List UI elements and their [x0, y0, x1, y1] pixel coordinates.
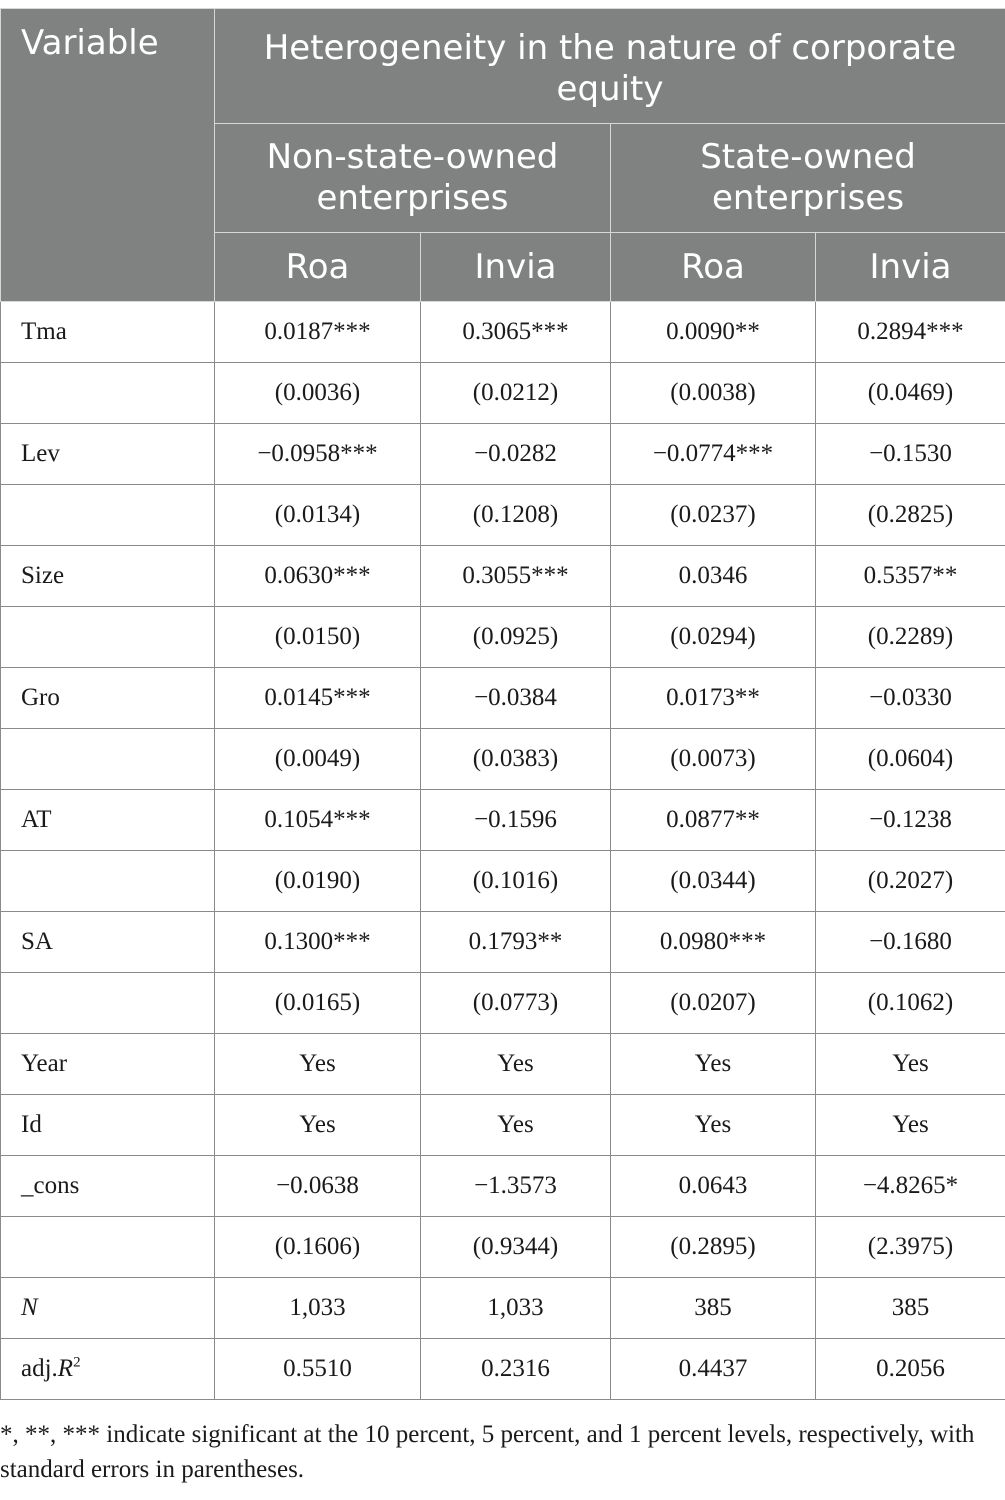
row-label: N — [1, 1278, 215, 1339]
table-cell: (0.0383) — [421, 729, 611, 790]
row-label: SA — [1, 912, 215, 973]
table-row — [1, 607, 1005, 668]
table-cell: 0.5357** — [816, 546, 1005, 607]
table-cell: (0.2825) — [816, 485, 1005, 546]
table-row — [1, 1156, 1005, 1217]
row-label — [1, 1217, 215, 1278]
table-row — [1, 546, 1005, 607]
table-cell: (0.0073) — [611, 729, 816, 790]
table-header — [1, 9, 1005, 302]
table-row — [1, 729, 1005, 790]
table-cell: (0.0604) — [816, 729, 1005, 790]
row-label: Id — [1, 1095, 215, 1156]
row-label — [1, 729, 215, 790]
table-cell: (0.0165) — [215, 973, 421, 1034]
table-row — [1, 424, 1005, 485]
table-cell: (0.9344) — [421, 1217, 611, 1278]
row-label: Gro — [1, 668, 215, 729]
subgroup-state-owned: State-owned enterprises — [611, 124, 1005, 233]
table-cell: 385 — [816, 1278, 1005, 1339]
table-cell: 0.0173** — [611, 668, 816, 729]
table-cell: (0.0049) — [215, 729, 421, 790]
table-cell: Yes — [215, 1034, 421, 1095]
table-cell: −4.8265* — [816, 1156, 1005, 1217]
row-label: _cons — [1, 1156, 215, 1217]
table-cell: (0.0294) — [611, 607, 816, 668]
table-cell: (0.1062) — [816, 973, 1005, 1034]
column-header: Invia — [421, 233, 611, 302]
table-row — [1, 973, 1005, 1034]
row-label: Lev — [1, 424, 215, 485]
table-cell: (0.0134) — [215, 485, 421, 546]
table-cell: 1,033 — [421, 1278, 611, 1339]
table-cell: 0.0877** — [611, 790, 816, 851]
table-cell: −0.0330 — [816, 668, 1005, 729]
row-label — [1, 973, 215, 1034]
table-cell: 1,033 — [215, 1278, 421, 1339]
row-label: Year — [1, 1034, 215, 1095]
table-row — [1, 1095, 1005, 1156]
table-row — [1, 485, 1005, 546]
table-cell: 0.0187*** — [215, 302, 421, 363]
row-label: Size — [1, 546, 215, 607]
table-cell: (0.0036) — [215, 363, 421, 424]
table-row — [1, 912, 1005, 973]
table-cell: 0.0090** — [611, 302, 816, 363]
table-cell: 0.3055*** — [421, 546, 611, 607]
table-row — [1, 1278, 1005, 1339]
table-cell: (0.0212) — [421, 363, 611, 424]
table-cell: (0.2289) — [816, 607, 1005, 668]
subgroup-non-state-owned: Non-state-owned enterprises — [215, 124, 611, 233]
table-cell: Yes — [215, 1095, 421, 1156]
table-cell: (0.2027) — [816, 851, 1005, 912]
table-cell: 0.0980*** — [611, 912, 816, 973]
row-label — [1, 363, 215, 424]
table-cell: 0.0643 — [611, 1156, 816, 1217]
row-label — [1, 485, 215, 546]
table-cell: 0.2316 — [421, 1339, 611, 1400]
table-cell: −0.0774*** — [611, 424, 816, 485]
table-cell: 0.2056 — [816, 1339, 1005, 1400]
table-cell: −0.0638 — [215, 1156, 421, 1217]
table-cell: 0.1054*** — [215, 790, 421, 851]
table-cell: (0.0925) — [421, 607, 611, 668]
row-label: $adj.R^2$ — [1, 1339, 215, 1400]
table-row — [1, 302, 1005, 363]
table-cell: (0.1016) — [421, 851, 611, 912]
table-cell: −0.1680 — [816, 912, 1005, 973]
table-cell: 0.0145*** — [215, 668, 421, 729]
table-cell: (0.0469) — [816, 363, 1005, 424]
column-header: Invia — [816, 233, 1005, 302]
table-cell: Yes — [611, 1034, 816, 1095]
table-cell: 0.1793** — [421, 912, 611, 973]
table-cell: −0.1238 — [816, 790, 1005, 851]
table-cell: Yes — [611, 1095, 816, 1156]
table-body — [1, 302, 1005, 1400]
table-cell: (0.0207) — [611, 973, 816, 1034]
table-cell: (0.2895) — [611, 1217, 816, 1278]
table-cell: −0.0282 — [421, 424, 611, 485]
table-note: *, **, *** indicate significant at the 10 percent, 5 percent, and 1 percent levels, respectively, with standard errors in parentheses. — [0, 1421, 975, 1483]
table-cell: −0.1596 — [421, 790, 611, 851]
row-label: AT — [1, 790, 215, 851]
table-cell: (0.0237) — [611, 485, 816, 546]
table-cell: Yes — [816, 1034, 1005, 1095]
table-cell: Yes — [816, 1095, 1005, 1156]
table-cell: 0.4437 — [611, 1339, 816, 1400]
table-cell: −0.0384 — [421, 668, 611, 729]
table-cell: −1.3573 — [421, 1156, 611, 1217]
table-cell: 0.5510 — [215, 1339, 421, 1400]
table-cell: 385 — [611, 1278, 816, 1339]
table-cell: −0.1530 — [816, 424, 1005, 485]
table-cell: (0.0150) — [215, 607, 421, 668]
variable-header: Variable — [1, 9, 215, 302]
regression-table — [0, 8, 1005, 1400]
table-row — [1, 851, 1005, 912]
table-row — [1, 790, 1005, 851]
table-cell: (0.0344) — [611, 851, 816, 912]
table-cell: Yes — [421, 1095, 611, 1156]
table-cell: 0.3065*** — [421, 302, 611, 363]
table-row — [1, 668, 1005, 729]
table-row — [1, 1339, 1005, 1400]
table-row — [1, 1034, 1005, 1095]
table-cell: 0.0630*** — [215, 546, 421, 607]
group-title: Heterogeneity in the nature of corporate equity — [215, 9, 1005, 124]
table-cell: 0.1300*** — [215, 912, 421, 973]
table-cell: (0.1208) — [421, 485, 611, 546]
table-cell: (0.0773) — [421, 973, 611, 1034]
table-row — [1, 1217, 1005, 1278]
column-header: Roa — [215, 233, 421, 302]
table-cell: 0.2894*** — [816, 302, 1005, 363]
table-cell: Yes — [421, 1034, 611, 1095]
column-header: Roa — [611, 233, 816, 302]
table-cell: (0.1606) — [215, 1217, 421, 1278]
row-label: Tma — [1, 302, 215, 363]
row-label — [1, 851, 215, 912]
table-cell: (0.0038) — [611, 363, 816, 424]
table-cell: (0.0190) — [215, 851, 421, 912]
row-label — [1, 607, 215, 668]
table-cell: (2.3975) — [816, 1217, 1005, 1278]
table-cell: −0.0958*** — [215, 424, 421, 485]
table-cell: 0.0346 — [611, 546, 816, 607]
table-row — [1, 363, 1005, 424]
